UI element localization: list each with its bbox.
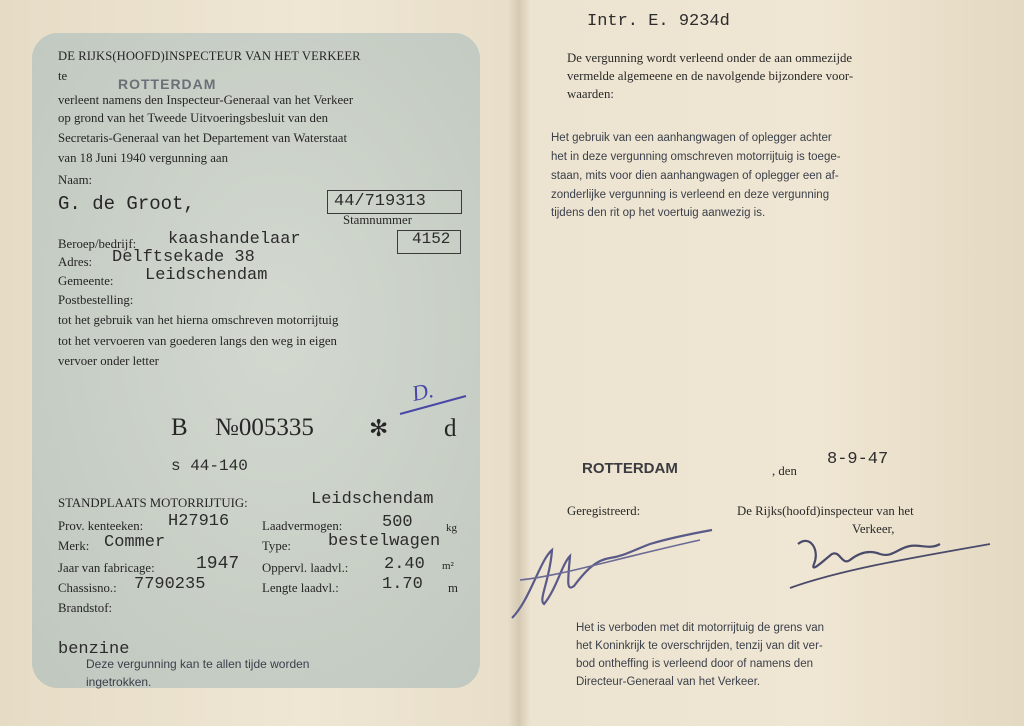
merk-label: Merk: bbox=[58, 539, 90, 553]
brandstof-label: Brandstof: bbox=[58, 601, 113, 615]
border-condition-line-4: Directeur-Generaal van het Verkeer. bbox=[576, 676, 761, 688]
initial-underline bbox=[396, 390, 476, 420]
standplaats-label: STANDPLAATS MOTORRIJTUIG: bbox=[58, 496, 248, 510]
jaar-label: Jaar van fabricage: bbox=[58, 561, 155, 575]
letter-b: B bbox=[171, 414, 188, 441]
laadvermogen-unit: kg bbox=[446, 522, 457, 534]
registrar-signature bbox=[500, 520, 730, 630]
beroep-label: Beroep/bedrijf: bbox=[58, 237, 137, 251]
lengte-unit: m bbox=[448, 581, 458, 595]
lengte-label: Lengte laadvl.: bbox=[262, 581, 339, 595]
border-condition-line-1: Het is verboden met dit motorrijtuig de grens van bbox=[576, 622, 825, 634]
purpose-line-2: tot het vervoeren van goederen langs den weg in eigen bbox=[58, 334, 337, 348]
chassis-label: Chassisno.: bbox=[58, 581, 117, 595]
intr-number: Intr. E. 9234d bbox=[587, 12, 730, 31]
inspecteur-line-2: Verkeer, bbox=[852, 522, 895, 536]
date-value: 8-9-47 bbox=[827, 450, 889, 469]
standplaats-value: Leidschendam bbox=[311, 490, 434, 509]
intro-line-2: op grond van het Tweede Uitvoeringsbesluit van den bbox=[58, 111, 329, 125]
type-label: Type: bbox=[262, 539, 291, 553]
type-value: bestelwagen bbox=[328, 532, 441, 551]
trailer-condition-line-1: Het gebruik van een aanhangwagen of oplegger achter bbox=[551, 132, 832, 144]
trailer-condition-line-3: staan, mits voor dien aanhangwagen of oplegger een af- bbox=[551, 170, 839, 182]
stamnummer-value: 44/719313 bbox=[334, 192, 426, 211]
naam-label: Naam: bbox=[58, 173, 93, 187]
stamnummer-label: Stamnummer bbox=[343, 213, 412, 227]
brandstof-value: benzine bbox=[58, 640, 130, 659]
oppervl-value: 2.40 bbox=[384, 555, 425, 574]
laadvermogen-label: Laadvermogen: bbox=[262, 519, 343, 533]
intro-line-1: verleent namens den Inspecteur-Generaal van het Verkeer bbox=[58, 93, 354, 107]
conditions-line-3: waarden: bbox=[567, 87, 614, 101]
adres-label: Adres: bbox=[58, 255, 93, 269]
oppervl-unit: m² bbox=[442, 560, 454, 572]
geregistreerd-label: Geregistreerd: bbox=[567, 504, 641, 518]
te-label: te bbox=[58, 69, 68, 83]
city-stamp-left: ROTTERDAM bbox=[118, 76, 217, 92]
permit-number: №005335 bbox=[215, 414, 314, 441]
intro-line-3: Secretaris-Generaal van het Departement van Waterstaat bbox=[58, 131, 348, 145]
initial-mark: D. bbox=[409, 377, 436, 406]
trailer-condition-line-5: tijdens den rit op het voertuig aanwezig is. bbox=[551, 207, 766, 219]
conditions-line-2: vermelde algemeene en de navolgende bijzondere voor- bbox=[567, 69, 854, 83]
city-stamp-right: ROTTERDAM bbox=[582, 460, 678, 477]
kenteken-value: H27916 bbox=[168, 512, 230, 531]
inspector-signature bbox=[780, 520, 1000, 600]
letter-d: d bbox=[444, 415, 457, 442]
naam-value: G. de Groot, bbox=[58, 193, 195, 215]
beroep-code: 4152 bbox=[412, 230, 451, 248]
border-condition-line-3: bod ontheffing is verleend door of namens den bbox=[576, 658, 813, 670]
postbestelling-label: Postbestelling: bbox=[58, 293, 134, 307]
footer-line-1: Deze vergunning kan te allen tijde worden bbox=[86, 657, 310, 671]
permit-heading: DE RIJKS(HOOFD)INSPECTEUR VAN HET VERKEER bbox=[58, 49, 361, 63]
purpose-line-1: tot het gebruik van het hierna omschreven motorrijtuig bbox=[58, 313, 339, 327]
footer-line-2: ingetrokken. bbox=[86, 675, 152, 689]
laadvermogen-value: 500 bbox=[382, 513, 413, 532]
gemeente-label: Gemeente: bbox=[58, 274, 114, 288]
merk-value: Commer bbox=[104, 533, 166, 552]
s-code: s 44-140 bbox=[171, 457, 248, 475]
oppervl-label: Oppervl. laadvl.: bbox=[262, 561, 349, 575]
star-mark: ✻ bbox=[369, 416, 389, 441]
intro-line-4: van 18 Juni 1940 vergunning aan bbox=[58, 151, 229, 165]
purpose-line-3: vervoer onder letter bbox=[58, 354, 159, 368]
jaar-value: 1947 bbox=[196, 554, 240, 574]
adres-value: Delftsekade 38 bbox=[112, 248, 255, 267]
trailer-condition-line-4: zonderlijke vergunning is verleend en deze vergunning bbox=[551, 189, 830, 201]
trailer-condition-line-2: het in deze vergunning omschreven motorrijtuig is toege- bbox=[551, 151, 841, 163]
conditions-line-1: De vergunning wordt verleend onder de aan ommezijde bbox=[567, 51, 853, 65]
lengte-value: 1.70 bbox=[382, 575, 423, 594]
beroep-value: kaashandelaar bbox=[168, 230, 301, 249]
inspecteur-line-1: De Rijks(hoofd)inspecteur van het bbox=[737, 504, 914, 518]
kenteken-label: Prov. kenteeken: bbox=[58, 519, 144, 533]
chassis-value: 7790235 bbox=[134, 575, 206, 594]
border-condition-line-2: het Koninkrijk te overschrijden, tenzij van dit ver- bbox=[576, 640, 823, 652]
gemeente-value: Leidschendam bbox=[145, 266, 268, 285]
den-label: , den bbox=[772, 464, 797, 478]
